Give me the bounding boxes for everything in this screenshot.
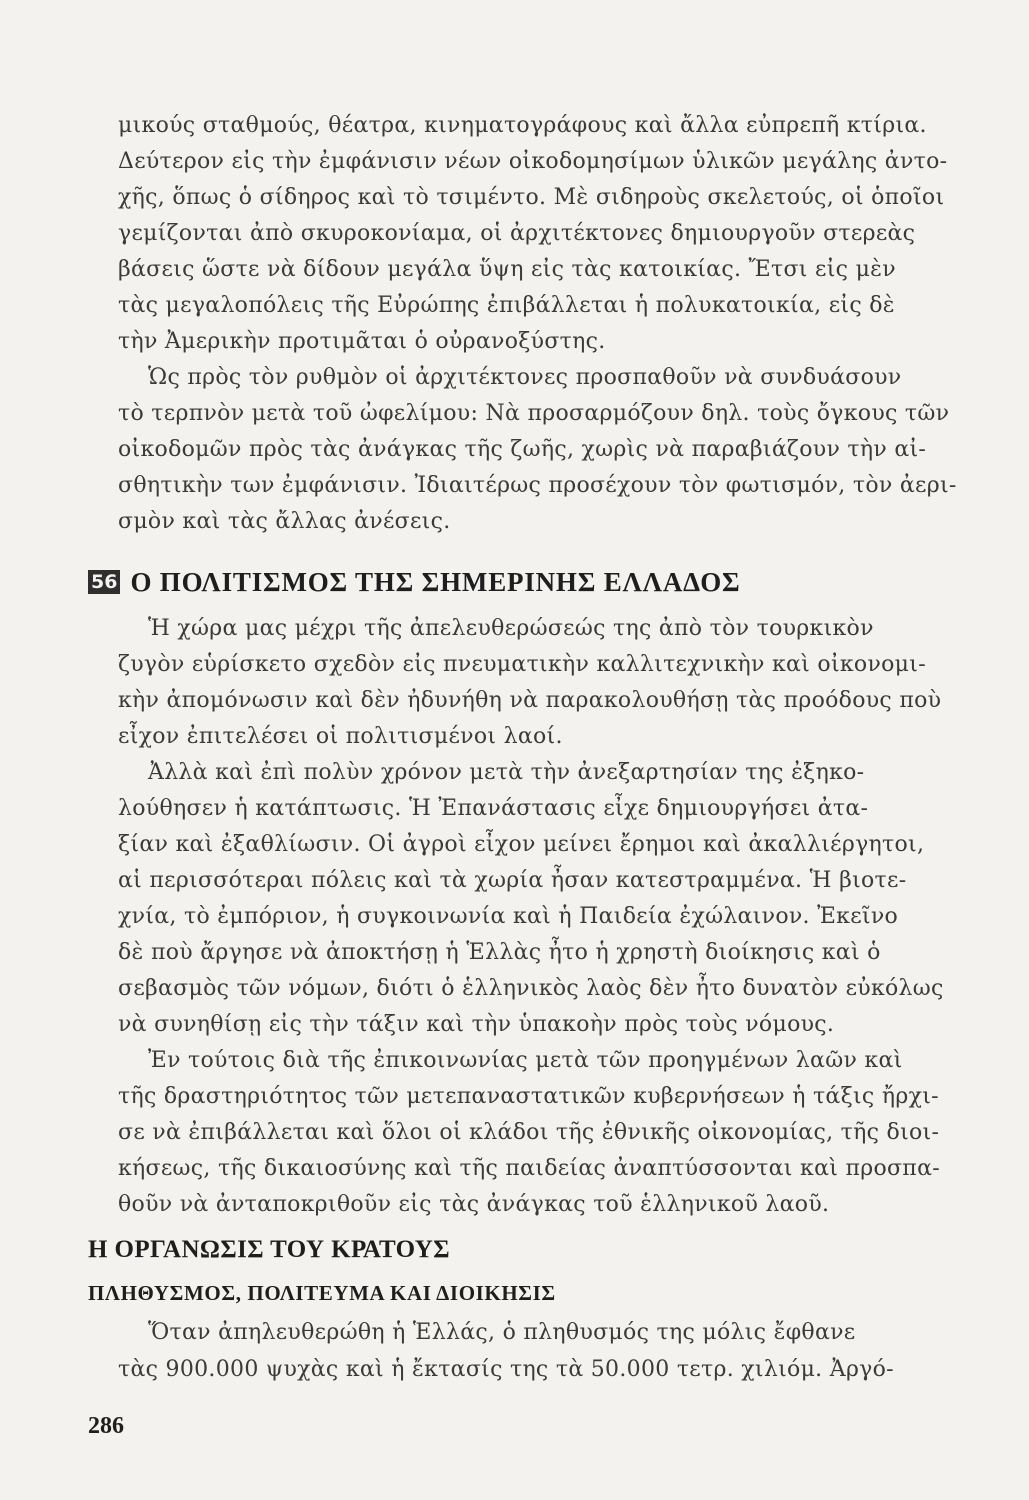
text-line: κήσεως, τῆς δικαιοσύνης καὶ τῆς παιδείας ἀναπτύσσονται καὶ προσπα-	[118, 1156, 940, 1181]
text-line: τὴν Ἀμερικὴν προτιμᾶται ὁ οὐρανοξύστης.	[118, 329, 606, 354]
text-line: σε νὰ ἐπιβάλλεται καὶ ὅλοι οἱ κλάδοι τῆς ἐθνικῆς οἰκονομίας, τῆς διοι-	[118, 1120, 940, 1145]
text-line: Ὅταν ἀπηλευθερώθη ἡ Ἑλλάς, ὁ πληθυσμός της μόλις ἔφθανε	[148, 1320, 856, 1345]
section-title: Ο ΠΟΛΙΤΙΣΜΟΣ ΤΗΣ ΣΗΜΕΡΙΝΗΣ ΕΛΛΑΔΟΣ	[130, 567, 741, 597]
text-line: εἶχον ἐπιτελέσει οἱ πολιτισμένοι λαοί.	[118, 724, 563, 749]
text-line: κὴν ἀπομόνωσιν καὶ δὲν ἠδυνήθη νὰ παρακολουθήσῃ τὰς προόδους ποὺ	[118, 688, 942, 713]
text-line: δὲ ποὺ ἄργησε νὰ ἀποκτήσῃ ἡ Ἑλλὰς ἦτο ἡ χρηστὴ διοίκησις καὶ ὁ	[118, 940, 881, 965]
text-line: Δεύτερον εἰς τὴν ἐμφάνισιν νέων οἰκοδομησίμων ὑλικῶν μεγάλης ἀντο-	[118, 149, 948, 174]
text-line: τῆς δραστηριότητος τῶν μετεπαναστατικῶν κυβερνήσεων ἡ τάξις ἤρχι-	[118, 1084, 939, 1109]
text-line: μικούς σταθμούς, θέατρα, κινηματογράφους καὶ ἄλλα εὐπρεπῆ κτίρια.	[118, 113, 927, 138]
subheading-population-government: ΠΛΗΘΥΣΜΟΣ, ΠΟΛΙΤΕΥΜΑ ΚΑΙ ΔΙΟΙΚΗΣΙΣ	[88, 1281, 556, 1305]
text-line: τὰς 900.000 ψυχὰς καὶ ἡ ἔκτασίς της τὰ 50.000 τετρ. χιλιόμ. Ἀργό-	[118, 1357, 894, 1382]
text-line: Ἐν τούτοις διὰ τῆς ἐπικοινωνίας μετὰ τῶν προηγμένων λαῶν καὶ	[148, 1048, 903, 1073]
heading-state-organization: Η ΟΡΓΑΝΩΣΙΣ ΤΟΥ ΚΡΑΤΟΥΣ	[88, 1236, 450, 1263]
text-line: Ἀλλὰ καὶ ἐπὶ πολὺν χρόνον μετὰ τὴν ἀνεξαρτησίαν της ἐξηκο-	[148, 760, 865, 785]
text-line: Ἡ χώρα μας μέχρι τῆς ἀπελευθερώσεώς της ἀπὸ τὸν τουρκικὸν	[148, 616, 874, 641]
text-line: χνία, τὸ ἐμπόριον, ἡ συγκοινωνία καὶ ἡ Παιδεία ἐχώλαινον. Ἐκεῖνο	[118, 904, 899, 929]
text-line: γεμίζονται ἀπὸ σκυροκονίαμα, οἱ ἀρχιτέκτονες δημιουργοῦν στερεὰς	[118, 221, 916, 246]
text-line: ζυγὸν εὑρίσκετο σχεδὸν εἰς πνευματικὴν καλλιτεχνικὴν καὶ οἰκονομι-	[118, 652, 926, 677]
text-line: τὰς μεγαλοπόλεις τῆς Εὐρώπης ἐπιβάλλεται ἡ πολυκατοικία, εἰς δὲ	[118, 293, 895, 318]
text-line: λούθησεν ἡ κατάπτωσις. Ἡ Ἐπανάστασις εἶχε δημιουργήσει ἀτα-	[118, 796, 869, 821]
text-line: τὸ τερπνὸν μετὰ τοῦ ὠφελίμου: Νὰ προσαρμόζουν δηλ. τοὺς ὄγκους τῶν	[118, 401, 950, 426]
page-number: 286	[88, 1413, 124, 1439]
text-line: οἰκοδομῶν πρὸς τὰς ἀνάγκας τῆς ζωῆς, χωρὶς νὰ παραβιάζουν τὴν αἰ-	[118, 437, 927, 462]
section-heading-56	[88, 567, 740, 598]
text-line: ξίαν καὶ ἐξαθλίωσιν. Οἱ ἀγροὶ εἶχον μείνει ἔρημοι καὶ ἀκαλλιέργητοι,	[118, 832, 925, 857]
text-line: σεβασμὸς τῶν νόμων, διότι ὁ ἑλληνικὸς λαὸς δὲν ἦτο δυνατὸν εὐκόλως	[118, 976, 944, 1001]
text-line: χῆς, ὅπως ὁ σίδηρος καὶ τὸ τσιμέντο. Μὲ σιδηροὺς σκελετούς, οἱ ὁποῖοι	[118, 185, 945, 210]
section-number-badge: 56	[88, 570, 120, 594]
text-line: σμὸν καὶ τὰς ἄλλας ἀνέσεις.	[118, 509, 451, 534]
text-line: νὰ συνηθίσῃ εἰς τὴν τάξιν καὶ τὴν ὑπακοὴν πρὸς τοὺς νόμους.	[118, 1012, 835, 1037]
text-line: σθητικὴν των ἐμφάνισιν. Ἰδιαιτέρως προσέχουν τὸν φωτισμόν, τὸν ἀερι-	[118, 473, 957, 498]
text-line: θοῦν νὰ ἀνταποκριθοῦν εἰς τὰς ἀνάγκας τοῦ ἑλληνικοῦ λαοῦ.	[118, 1192, 830, 1217]
text-line: βάσεις ὥστε νὰ δίδουν μεγάλα ὕψη εἰς τὰς κατοικίας. Ἔτσι εἰς μὲν	[118, 257, 896, 282]
text-line: Ὡς πρὸς τὸν ρυθμὸν οἱ ἀρχιτέκτονες προσπαθοῦν νὰ συνδυάσουν	[148, 365, 902, 390]
text-line: αἱ περισσότεραι πόλεις καὶ τὰ χωρία ἦσαν κατεστραμμένα. Ἡ βιοτε-	[118, 868, 907, 893]
